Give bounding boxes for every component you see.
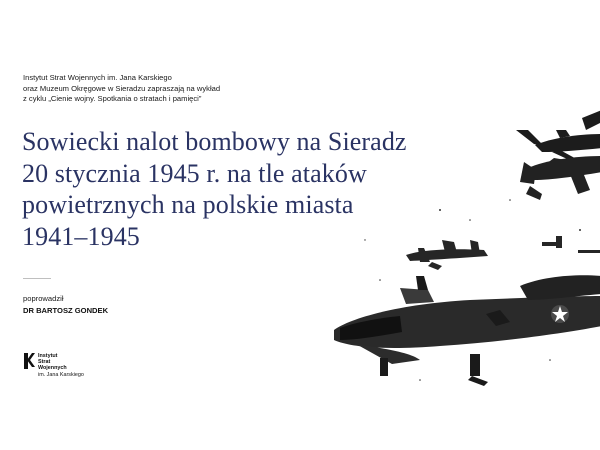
aircraft-middle — [406, 236, 600, 270]
title-line-2: 20 stycznia 1945 r. na tle ataków — [22, 158, 367, 188]
aircraft-foreground — [334, 275, 600, 386]
institute-logo-text — [38, 353, 84, 378]
title-line-3: powietrznych na polskie miasta — [22, 190, 354, 219]
logo-line-2: Strat — [38, 359, 51, 366]
intro-line-3: z cyklu „Cienie wojny. Spotkania o stratach i pamięci” — [23, 94, 202, 104]
aircraft-second — [520, 156, 600, 200]
logo-line-4: im. Jana Karskiego — [38, 371, 84, 378]
lecture-title — [22, 126, 407, 252]
speaker-name: DR BARTOSZ GONDEK — [23, 306, 109, 315]
intro-line-2: oraz Muzeum Okręgowe w Sieradzu zapraszają na wykład — [23, 83, 221, 93]
institute-logo-icon — [24, 353, 36, 369]
title-line-4: 1941–1945 — [22, 221, 140, 251]
logo-line-3: Wojennych — [38, 365, 67, 372]
title-line-1: Sowiecki nalot bombowy na Sieradz — [22, 127, 407, 156]
aircraft-top — [516, 110, 600, 164]
intro-text — [23, 73, 220, 105]
lead-label: poprowadził — [23, 294, 64, 303]
institute-logo — [24, 353, 114, 381]
logo-line-1: Instytut — [38, 353, 58, 359]
divider-line — [23, 278, 51, 279]
intro-line-1: Instytut Strat Wojennych im. Jana Karskiego — [23, 73, 172, 82]
